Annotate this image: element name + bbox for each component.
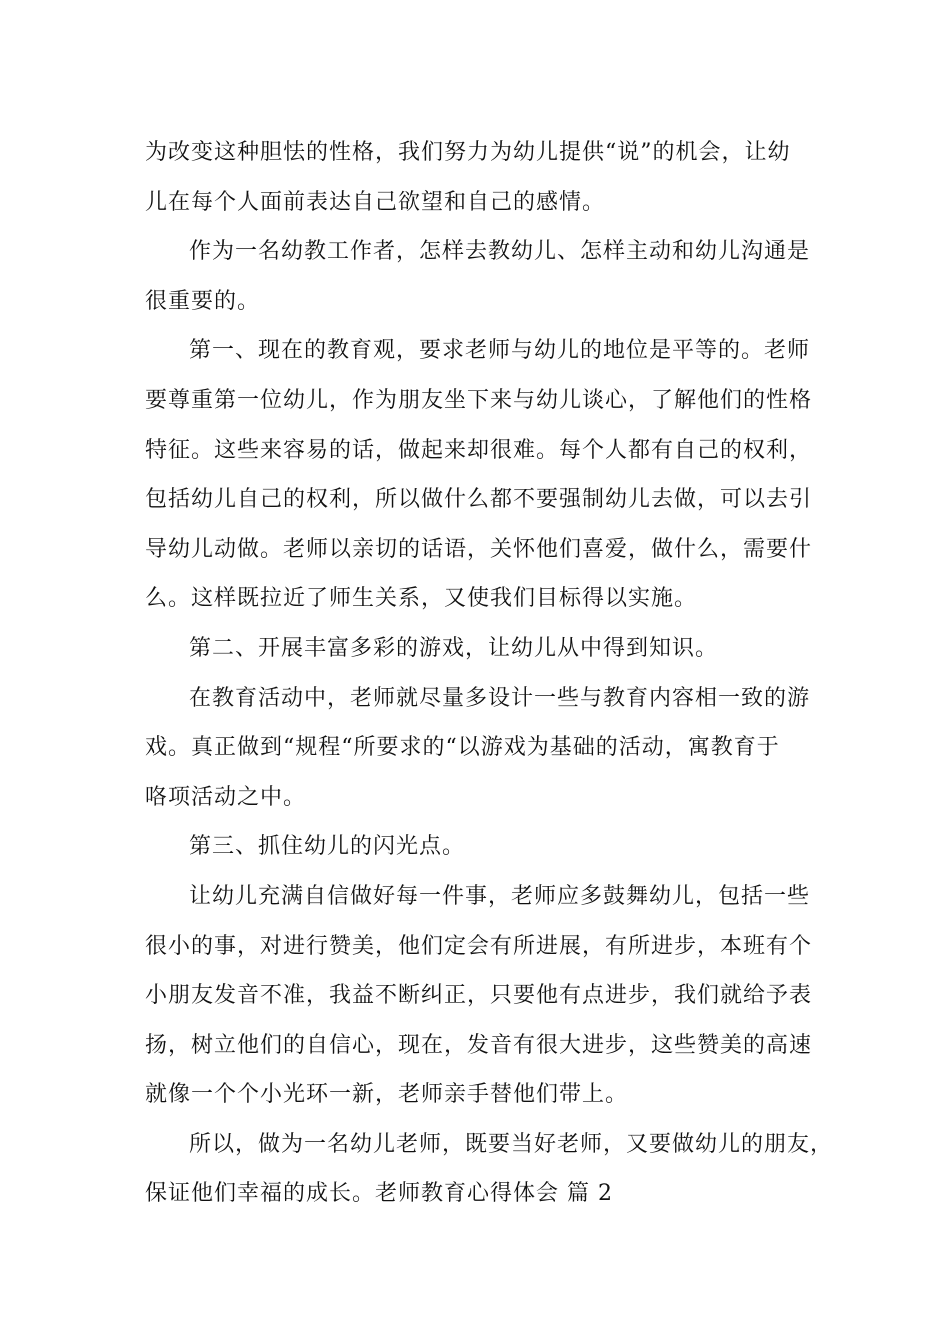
- text-line-7: 特征。这些来容易的话，做起来却很难。每个人都有自己的权利，: [145, 437, 813, 463]
- text-line-19: 扬，树立他们的自信心，现在，发音有很大进步，这些赞美的高速: [145, 1032, 813, 1058]
- text-line-21: 所以，做为一名幼儿老师，既要当好老师，又要做幼儿的朋友，: [189, 1131, 834, 1157]
- text-line-18: 小朋友发音不准，我益不断纠正，只要他有点进步，我们就给予表: [145, 983, 813, 1009]
- text-line-9: 导幼儿动做。老师以亲切的话语，关怀他们喜爱，做什么，需要什: [145, 536, 813, 562]
- text-line-13: 戏。真正做到“规程“所要求的“以游戏为基础的活动，寓教育于: [145, 735, 780, 761]
- text-line-3: 作为一名幼教工作者，怎样去教幼儿、怎样主动和幼儿沟通是: [189, 239, 811, 265]
- text-line-22: 保证他们幸福的成长。老师教育心得体会 篇 2: [145, 1181, 613, 1207]
- text-line-11: 第二、开展丰富多彩的游戏，让幼儿从中得到知识。: [189, 635, 719, 661]
- text-line-1: 为改变这种胆怯的性格，我们努力为幼儿提供“说”的机会，让幼: [145, 140, 791, 165]
- text-line-15: 第三、抓住幼儿的闪光点。: [189, 834, 466, 860]
- text-line-17: 很小的事，对进行赞美，他们定会有所进展，有所进步，本班有个: [145, 933, 813, 959]
- text-line-10: 么。这样既拉近了师生关系，又使我们目标得以实施。: [145, 586, 698, 612]
- text-line-8: 包括幼儿自己的权利，所以做什么都不要强制幼儿去做，可以去引: [145, 487, 813, 513]
- text-line-20: 就像一个个小光环一新，老师亲手替他们带上。: [145, 1082, 629, 1108]
- document-body: [145, 128, 835, 1219]
- text-line-2: 儿在每个人面前表达自己欲望和自己的感情。: [145, 189, 606, 215]
- text-line-6: 要尊重第一位幼儿，作为朋友坐下来与幼儿谈心，了解他们的性格: [145, 387, 813, 413]
- text-line-14: 咯项活动之中。: [145, 784, 307, 810]
- text-line-12: 在教育活动中，老师就尽量多设计一些与教育内容相一致的游: [189, 685, 811, 711]
- text-line-4: 很重要的。: [145, 288, 261, 314]
- text-line-16: 让幼儿充满自信做好每一件事，老师应多鼓舞幼儿，包括一些: [189, 883, 811, 909]
- text-line-5: 第一、现在的教育观，要求老师与幼儿的地位是平等的。老师: [189, 338, 811, 364]
